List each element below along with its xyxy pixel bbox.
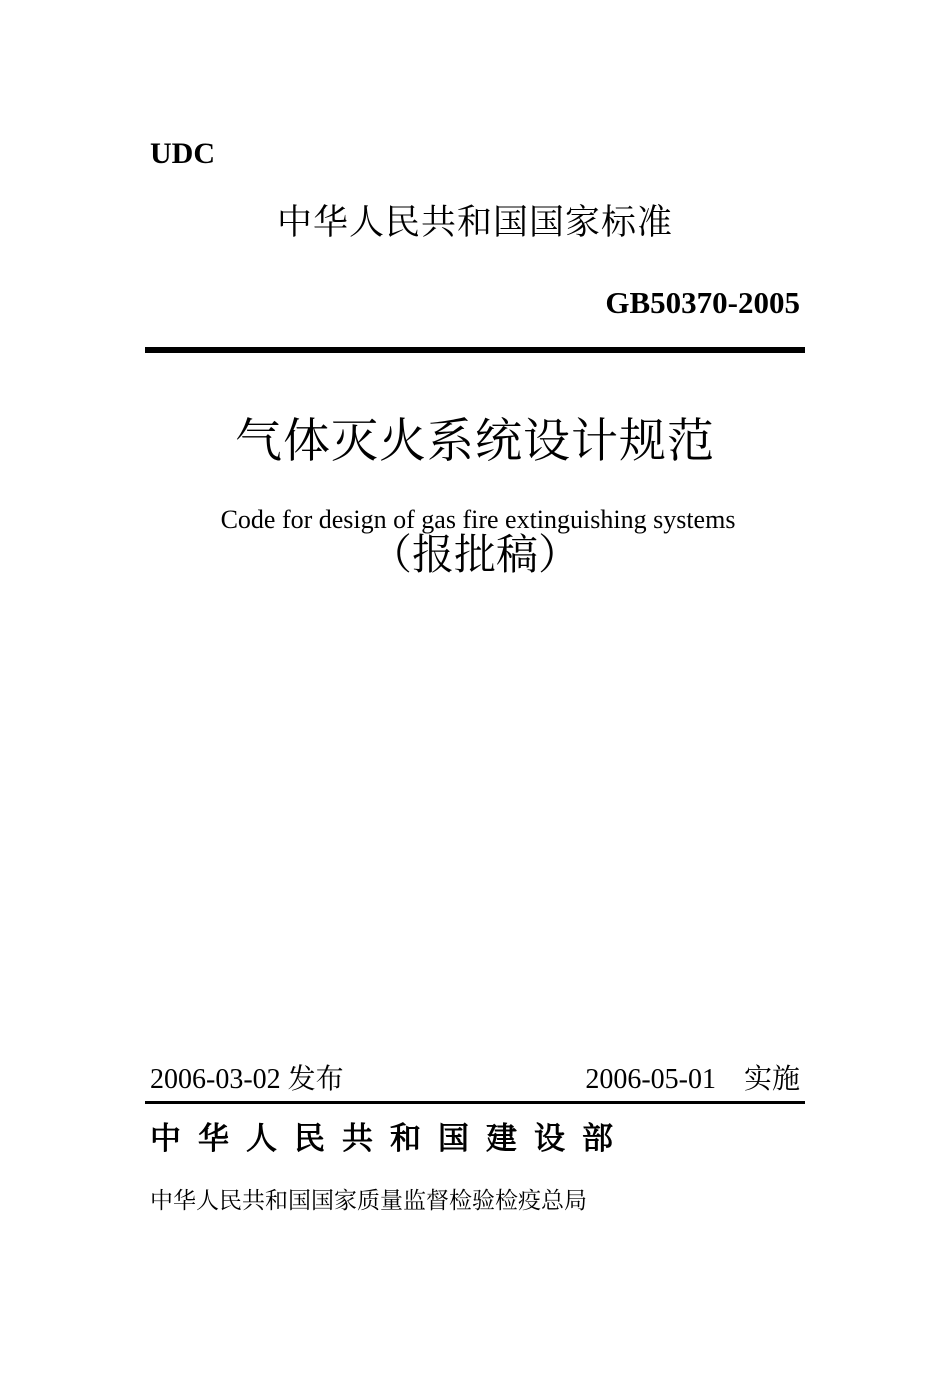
issuer-primary: 中华人民共和国建设部 xyxy=(150,1121,630,1157)
top-divider xyxy=(145,347,805,353)
issuer-secondary: 中华人民共和国国家质量监督检验检疫总局 xyxy=(150,1188,587,1214)
implement-date: 2006-05-01 实施 xyxy=(585,1064,800,1095)
bottom-divider xyxy=(145,1101,805,1104)
document-title-english: Code for design of gas fire extinguishing systems xyxy=(220,505,736,534)
document-title-chinese: 气体灭火系统设计规范 xyxy=(235,414,715,469)
publish-date: 2006-03-02 发布 xyxy=(150,1064,344,1095)
standard-code: GB50370-2005 xyxy=(605,285,800,320)
draft-status: （报批稿） xyxy=(369,530,580,579)
udc-label: UDC xyxy=(150,137,215,170)
standard-type: 中华人民共和国国家标准 xyxy=(276,203,673,243)
